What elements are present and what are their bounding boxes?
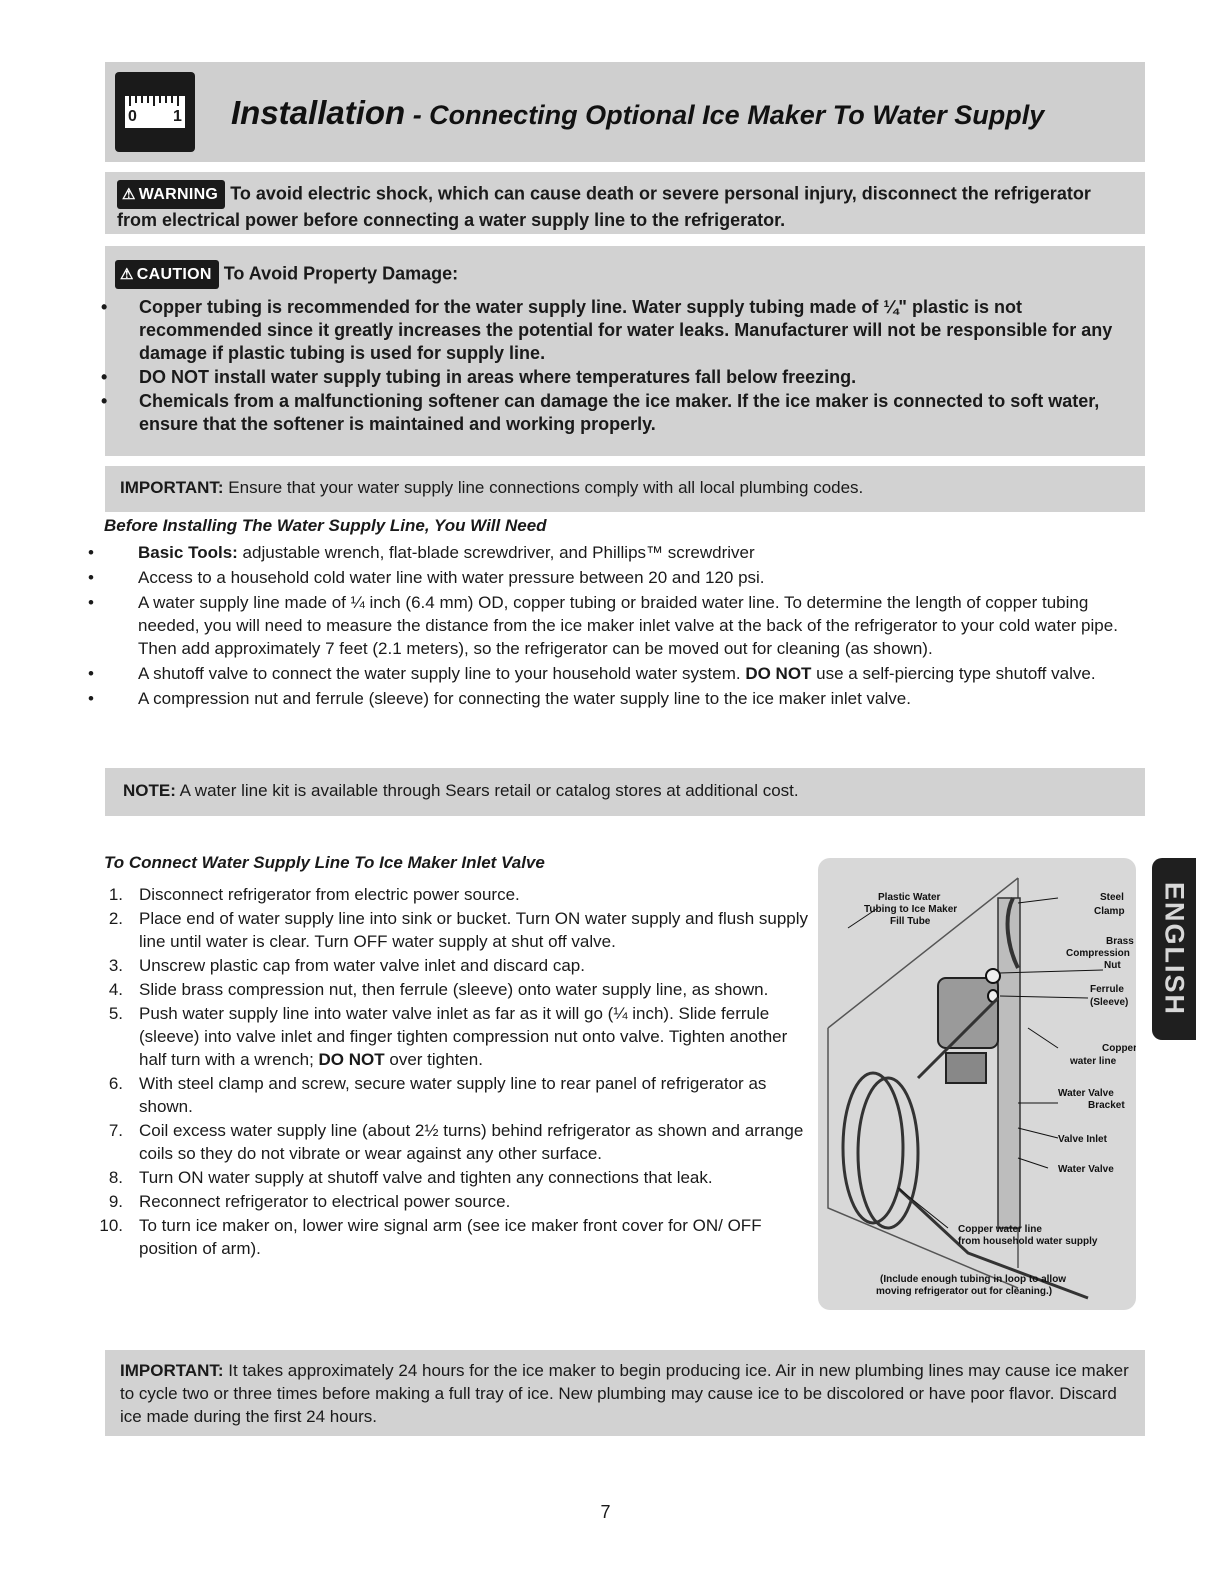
label-copper: Copper bbox=[1102, 1043, 1136, 1054]
step-item: 6. With steel clamp and screw, secure water supply line to rear panel of refrigerator as shown. bbox=[108, 1074, 767, 1116]
caution-heading: To Avoid Property Damage: bbox=[223, 263, 459, 284]
note-box bbox=[105, 768, 1145, 816]
list-item: • A compression nut and ferrule (sleeve) for connecting the water supply line to the ice maker inlet valve. bbox=[84, 687, 1144, 710]
important-box bbox=[105, 466, 1145, 512]
label-water-valve-2: Water Valve bbox=[1058, 1164, 1114, 1175]
list-item: • Basic Tools: adjustable wrench, flat-blade screwdriver, and Phillips™ screwdriver bbox=[84, 541, 1144, 564]
step-item: 5. Push water supply line into water valve inlet as far as it will go (¼ inch). Slide ferrule (sleeve) into valve inlet and finger tighten compression nut onto valve. Tighten another half turn with a wrench; DO NOT over tighten. bbox=[108, 1004, 788, 1069]
step-item: 10. To turn ice maker on, lower wire signal arm (see ice maker front cover for ON/ OFF position of arm). bbox=[99, 1216, 762, 1258]
requirements-list bbox=[84, 541, 1144, 712]
step-item: 7. Coil excess water supply line (about 2½ turns) behind refrigerator as shown and arrange coils so they do not vibrate or wear against any other surface. bbox=[108, 1121, 804, 1163]
ruler-icon: 0 1 bbox=[115, 72, 195, 152]
warning-badge: ⚠ WARNING bbox=[117, 180, 225, 209]
warning-text: To avoid electric shock, which can cause death or severe personal injury, disconnect the refrigerator from electrical power before connecting a water supply line to the refrigerator. bbox=[117, 183, 1091, 230]
important-label-2: IMPORTANT: bbox=[120, 1361, 224, 1380]
section-header bbox=[105, 62, 1145, 162]
label-from-household: from household water supply bbox=[958, 1236, 1098, 1247]
caution-badge: ⚠ CAUTION bbox=[115, 260, 219, 289]
page-number: 7 bbox=[600, 1502, 611, 1522]
label-clamp: Clamp bbox=[1094, 906, 1125, 917]
caution-item: • Copper tubing is recommended for the water supply line. Water supply tubing made of ¼" plastic is not recommended since it greatly increases the potential for water leaks. Manufacturer will not be responsible for any damage if plastic tubing is used for supply line. bbox=[105, 296, 1135, 365]
warning-triangle-icon: ⚠ bbox=[122, 186, 136, 203]
important-text: Ensure that your water supply line connections comply with all local plumbing codes. bbox=[223, 478, 864, 497]
list-item: • A shutoff valve to connect the water supply line to your household water system. DO NOT use a self-piercing type shutoff valve. bbox=[84, 662, 1144, 685]
caution-item: • Chemicals from a malfunctioning softener can damage the ice maker. If the ice maker is connected to soft water, ensure that the softener is maintained and working properly. bbox=[105, 390, 1135, 436]
title-main: Installation bbox=[231, 94, 406, 131]
step-item: 2. Place end of water supply line into sink or bucket. Turn ON water supply and flush supply line until water is clear. Turn OFF water supply at shut off valve. bbox=[108, 909, 809, 951]
title-sub: - Connecting Optional Ice Maker To Water Supply bbox=[405, 100, 1045, 130]
language-label: ENGLISH bbox=[1159, 881, 1190, 1017]
label-steel: Steel bbox=[1100, 892, 1124, 903]
label-sleeve: (Sleeve) bbox=[1090, 997, 1129, 1008]
connect-heading: To Connect Water Supply Line To Ice Maker Inlet Valve bbox=[104, 853, 545, 872]
important-box-2 bbox=[105, 1350, 1145, 1436]
important-text-2: It takes approximately 24 hours for the ice maker to begin producing ice. Air in new plumbing lines may cause ice maker to cycle two or three times before making a full tray of ice. New plumbing may cause ice to be discolored or have poor flavor. Discard ice made during the first 24 hours. bbox=[120, 1361, 1129, 1426]
label-water-valve: Water Valve bbox=[1058, 1088, 1114, 1099]
caution-item: • DO NOT install water supply tubing in areas where temperatures fall below freezing. bbox=[105, 366, 1135, 389]
label-nut: Nut bbox=[1104, 960, 1121, 971]
note-label: NOTE: bbox=[123, 781, 176, 800]
warning-box bbox=[105, 172, 1145, 234]
step-item: 1. Disconnect refrigerator from electric power source. bbox=[108, 885, 520, 904]
important-label: IMPORTANT: bbox=[120, 478, 224, 497]
step-item: 9. Reconnect refrigerator to electrical power source. bbox=[108, 1192, 511, 1211]
list-item: • Access to a household cold water line with water pressure between 20 and 120 psi. bbox=[84, 566, 1144, 589]
label-moving-refrigerator: moving refrigerator out for cleaning.) bbox=[876, 1286, 1053, 1297]
label-fill-tube: Fill Tube bbox=[890, 916, 931, 927]
label-bracket: Bracket bbox=[1088, 1100, 1125, 1111]
step-item: 3. Unscrew plastic cap from water valve inlet and discard cap. bbox=[108, 956, 585, 975]
label-water-line: water line bbox=[1070, 1056, 1117, 1067]
step-item: 8. Turn ON water supply at shutoff valve and tighten any connections that leak. bbox=[108, 1168, 713, 1187]
page-title bbox=[231, 94, 1044, 132]
label-plastic-water-2: Tubing to Ice Maker bbox=[864, 904, 958, 915]
language-tab bbox=[1152, 858, 1196, 1040]
steps-list bbox=[99, 883, 809, 1261]
label-valve-inlet: Valve Inlet bbox=[1058, 1134, 1107, 1145]
label-compression: Compression bbox=[1066, 948, 1130, 959]
label-include-tubing: (Include enough tubing in loop to allow bbox=[880, 1274, 1067, 1285]
caution-box bbox=[105, 246, 1145, 456]
before-heading: Before Installing The Water Supply Line, You Will Need bbox=[104, 516, 547, 535]
step-item: 4. Slide brass compression nut, then ferrule (sleeve) onto water supply line, as shown. bbox=[108, 980, 769, 999]
caution-triangle-icon: ⚠ bbox=[120, 266, 134, 283]
label-plastic-water: Plastic Water bbox=[878, 892, 941, 903]
label-copper-water-line: Copper water line bbox=[958, 1224, 1042, 1235]
diagram-illustration bbox=[818, 858, 1136, 1310]
note-text: A water line kit is available through Sears retail or catalog stores at additional cost. bbox=[175, 781, 799, 800]
label-ferrule: Ferrule bbox=[1090, 984, 1124, 995]
list-item: • A water supply line made of ¼ inch (6.4 mm) OD, copper tubing or braided water line. To determine the length of copper tubing needed, you will need to measure the distance from the ice maker inlet valve at the back of the refrigerator to your cold water pipe. Then add approximately 7 feet (2.1 meters), so the refrigerator can be moved out for cleaning (as shown). bbox=[84, 591, 1144, 660]
water-line-diagram bbox=[818, 858, 1136, 1310]
label-brass: Brass bbox=[1106, 936, 1134, 947]
